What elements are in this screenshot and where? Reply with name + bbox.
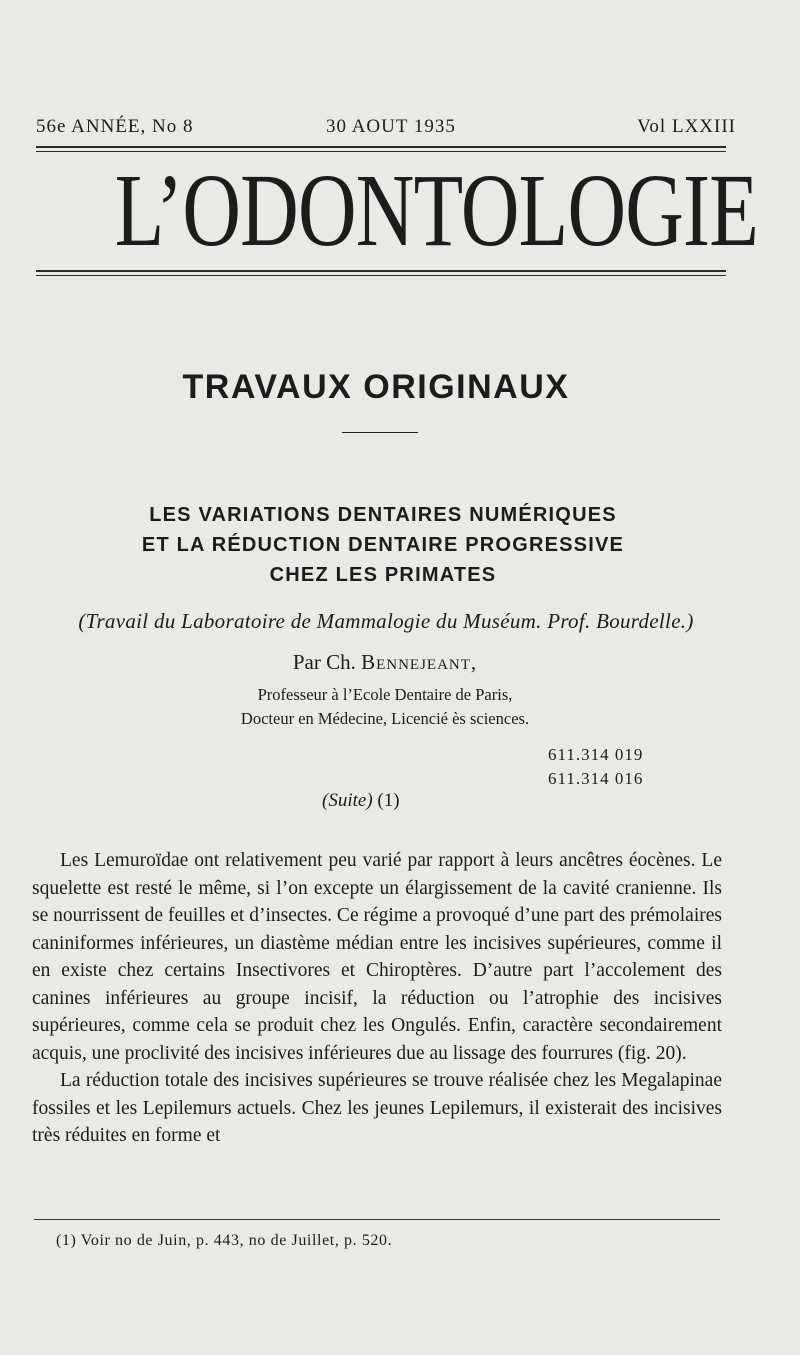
footnote-reference: (1)	[377, 790, 400, 811]
affiliation-line: Docteur en Médecine, Licencié ès sciences.	[240, 709, 530, 728]
article-title-line: LES VARIATIONS DENTAIRES NUMÉRIQUES	[149, 504, 617, 526]
header-rule-bottom	[36, 270, 726, 272]
article-title-line: ET LA RÉDUCTION DENTAIRE PROGRESSIVE	[141, 534, 625, 556]
author-affiliation	[0, 683, 770, 731]
body-paragraph: Les Lemuroïdae ont relativement peu varié par rapport à leurs ancêtres éocènes. Le squelette est resté le même, si l’on excepte un élargissement de la cavité cranienne. Ils se nourrissent de feuilles et d’insectes. Ce régime a provoqué d’une part des prémolaires caniniformes inférieures, un diastème médian entre les incisives supérieures, comme il en existe chez certains Insectivores et Chiroptères. D’autre part l’accolement des canines inférieures au groupe incisif, la réduction ou l’atrophie des incisives supérieures, comme cela se produit chez les Ongulés. Enfin, caractère secondairement acquis, une proclivité des incisives inférieures due au lissage des fourrures (fig. 20).	[32, 850, 722, 1064]
header-rule-top	[36, 146, 726, 148]
footnote-rule	[34, 1219, 720, 1220]
classification-codes	[548, 743, 643, 791]
classification-code: 611.314 019	[548, 745, 644, 764]
issue-date: 30 AOUT 1935	[326, 116, 456, 137]
journal-title: L’ODONTOLOGIE	[114, 153, 759, 268]
author-line	[0, 650, 770, 675]
issue-volume: Vol LXXIII	[637, 116, 736, 137]
continuation-note	[322, 790, 400, 812]
issue-header	[36, 116, 736, 142]
laboratory-note: (Travail du Laboratoire de Mammalogie du Muséum. Prof. Bourdelle.)	[78, 609, 694, 633]
footnote: (1) Voir no de Juin, p. 443, no de Juillet, p. 520.	[56, 1232, 393, 1249]
author-name: Bennejeant,	[361, 650, 478, 674]
issue-number: 56e ANNÉE, No 8	[36, 116, 194, 137]
body-paragraph: La réduction totale des incisives supérieures se trouve réalisée chez les Megalapinae fossiles et les Lepilemurs actuels. Chez les jeunes Lepilemurs, il existerait des incisives très réduites en forme et	[32, 1070, 722, 1146]
section-divider	[342, 432, 418, 433]
suite-label: (Suite)	[322, 790, 373, 811]
section-heading: TRAVAUX ORIGINAUX	[182, 368, 570, 406]
affiliation-line: Professeur à l’Ecole Dentaire de Paris,	[257, 685, 513, 704]
author-prefix: Par Ch.	[292, 650, 356, 674]
article-title	[0, 500, 766, 590]
classification-code: 611.314 016	[548, 769, 644, 788]
article-title-line: CHEZ LES PRIMATES	[269, 564, 497, 586]
article-body	[32, 847, 722, 1150]
